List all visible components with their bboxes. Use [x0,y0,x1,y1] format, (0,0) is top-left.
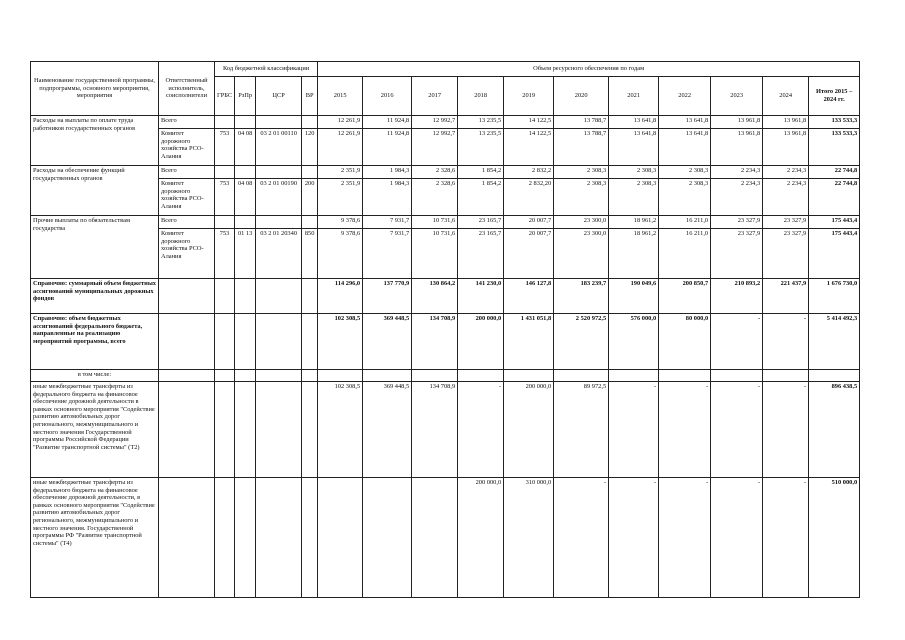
row-total: 175 443,4 [809,229,860,279]
header-year-col: 2017 [412,77,458,116]
empty-cell [256,478,302,598]
header-year-col: 2016 [363,77,412,116]
empty-cell [302,382,318,478]
row-code: 03 2 01 20340 [256,229,302,279]
table-row [31,166,860,179]
row-code [302,216,318,229]
empty-cell [215,279,235,314]
detail-year-value: - [458,382,504,478]
detail-year-value: 102 308,5 [318,382,363,478]
row-year-value: 11 924,8 [363,129,412,166]
detail-total: 896 438,5 [809,382,860,478]
row-code: 04 08 [235,129,256,166]
row-year-value: 23 165,7 [458,229,504,279]
row-year-value: 13 641,8 [659,116,711,129]
row-year-value: 2 832,2 [504,166,554,179]
empty-cell [235,370,256,382]
row-year-value: 2 308,3 [554,166,609,179]
row-year-value: 23 327,9 [711,229,763,279]
row-year-value: 9 378,6 [318,229,363,279]
detail-year-value [363,478,412,598]
empty-cell [256,370,302,382]
header-code-col: ЦСР [256,77,302,116]
row-year-value: 12 261,9 [318,116,363,129]
row-total: 22 744,8 [809,166,860,179]
empty-cell [256,314,302,370]
row-year-value: 13 788,7 [554,116,609,129]
header-code-col: РзПр [235,77,256,116]
empty-cell [256,382,302,478]
row-total: 175 443,4 [809,216,860,229]
header-year-col: 2022 [659,77,711,116]
row-code [215,216,235,229]
empty-cell [159,279,215,314]
row-year-value: 2 234,3 [711,166,763,179]
row-code [302,166,318,179]
row-code: 753 [215,229,235,279]
summary-year-value: 141 230,0 [458,279,504,314]
row-year-value: 1 984,3 [363,166,412,179]
row-code: 01 13 [235,229,256,279]
row-code [256,116,302,129]
row-responsible: Комитет дорожного хозяйства РСО-Алания [159,179,215,216]
empty-cell [235,382,256,478]
row-code [215,116,235,129]
header-year-col: 2024 [763,77,809,116]
empty-cell [159,478,215,598]
row-code [215,166,235,179]
header-year-col: 2023 [711,77,763,116]
row-year-value: 2 308,3 [554,179,609,216]
empty-cell [318,370,363,382]
row-total: 22 744,8 [809,179,860,216]
empty-cell [554,370,609,382]
row-year-value: 1 984,3 [363,179,412,216]
empty-cell [363,370,412,382]
row-name: Прочие выплаты по обязательствам государства [31,216,159,279]
row-responsible: Комитет дорожного хозяйства РСО-Алания [159,129,215,166]
resource-table [30,61,860,598]
row-year-value: 13 788,7 [554,129,609,166]
row-year-value: 10 731,6 [412,216,458,229]
row-year-value: 12 261,9 [318,129,363,166]
row-year-value: 16 211,0 [659,229,711,279]
row-responsible: Всего [159,116,215,129]
header-total-col: Итого 2015 – 2024 гг. [809,77,860,116]
row-year-value: 23 327,9 [763,229,809,279]
header-year-col: 2015 [318,77,363,116]
row-year-value: 9 378,6 [318,216,363,229]
detail-year-value: 369 448,5 [363,382,412,478]
row-year-value: 20 007,7 [504,229,554,279]
row-code: 04 08 [235,179,256,216]
empty-cell [215,382,235,478]
summary-year-value: 130 864,2 [412,279,458,314]
summary-year-value: 80 000,0 [659,314,711,370]
row-year-value: 12 992,7 [412,116,458,129]
empty-cell [609,370,659,382]
row-year-value: 2 308,3 [659,179,711,216]
row-year-value: 2 832,20 [504,179,554,216]
row-year-value: 7 931,7 [363,229,412,279]
row-code [302,116,318,129]
empty-cell [302,279,318,314]
row-year-value: 23 165,7 [458,216,504,229]
detail-year-value: - [554,478,609,598]
header-year-col: 2020 [554,77,609,116]
summary-name: Справочно: суммарный объем бюджетных ассигнований муниципальных дорожных фондов [31,279,159,314]
detail-year-value: 200 000,0 [504,382,554,478]
row-year-value: 14 122,5 [504,116,554,129]
header-code-col: ВР [302,77,318,116]
summary-year-value: - [711,314,763,370]
summary-year-value: 146 127,8 [504,279,554,314]
detail-year-value: - [763,382,809,478]
row-code: 120 [302,129,318,166]
detail-year-value: - [659,382,711,478]
header-resource-group: Объем ресурсного обеспечения по годам [318,62,860,77]
detail-year-value: - [659,478,711,598]
table-row [31,116,860,129]
empty-cell [256,279,302,314]
empty-cell [159,370,215,382]
row-year-value: 20 007,7 [504,216,554,229]
empty-cell [763,370,809,382]
summary-total: 1 676 730,0 [809,279,860,314]
including-row [31,370,860,382]
row-year-value: 23 300,0 [554,229,609,279]
row-year-value: 2 308,3 [609,166,659,179]
detail-year-value: - [609,478,659,598]
row-year-value: 23 300,0 [554,216,609,229]
table-row [31,216,860,229]
empty-cell [215,478,235,598]
header-budget-code-group: Код бюджетной классификации [215,62,318,77]
row-year-value: 7 931,7 [363,216,412,229]
empty-cell [809,370,860,382]
row-year-value: 13 641,8 [609,116,659,129]
row-year-value: 12 992,7 [412,129,458,166]
row-year-value: 2 234,3 [711,179,763,216]
row-year-value: 2 234,3 [763,166,809,179]
header-responsible-col: Ответственный исполнитель, соисполнители [159,62,215,116]
header-code-col: ГРБС [215,77,235,116]
header-name-col: Наименование государственной программы, подпрограммы, основного мероприятия, мероприятия [31,62,159,116]
row-year-value: 2 328,6 [412,179,458,216]
summary-year-value: - [763,314,809,370]
empty-cell [412,370,458,382]
row-year-value: 14 122,5 [504,129,554,166]
row-year-value: 2 308,3 [659,166,711,179]
row-year-value: 2 234,3 [763,179,809,216]
detail-year-value: - [711,382,763,478]
empty-cell [215,370,235,382]
including-label: в том числе: [31,370,159,382]
empty-cell [458,370,504,382]
detail-year-value: - [711,478,763,598]
row-name: Расходы на выплаты по оплате труда работников государственных органов [31,116,159,166]
row-code: 03 2 01 00110 [256,129,302,166]
summary-year-value: 137 770,9 [363,279,412,314]
row-code: 850 [302,229,318,279]
row-year-value: 23 327,9 [711,216,763,229]
detail-year-value: 200 000,0 [458,478,504,598]
row-total: 133 533,3 [809,129,860,166]
row-year-value: 16 211,0 [659,216,711,229]
summary-name: Справочно: объем бюджетных ассигнований федерального бюджета, направленные на реализацию мероприятий программы, всего [31,314,159,370]
summary-row [31,314,860,370]
row-year-value: 11 924,8 [363,116,412,129]
row-code: 200 [302,179,318,216]
row-year-value: 13 961,8 [763,129,809,166]
row-code: 03 2 01 00190 [256,179,302,216]
empty-cell [159,314,215,370]
row-code: 753 [215,179,235,216]
row-year-value: 13 961,8 [763,116,809,129]
header-year-col: 2019 [504,77,554,116]
empty-cell [504,370,554,382]
row-responsible: Всего [159,166,215,179]
empty-cell [235,314,256,370]
row-year-value: 13 961,8 [711,116,763,129]
row-code [256,216,302,229]
detail-total: 510 000,0 [809,478,860,598]
empty-cell [302,314,318,370]
detail-year-value: 89 972,5 [554,382,609,478]
header-year-col: 2018 [458,77,504,116]
summary-year-value: 183 239,7 [554,279,609,314]
empty-cell [159,382,215,478]
summary-year-value: 210 893,2 [711,279,763,314]
summary-total: 5 414 492,3 [809,314,860,370]
row-code [235,216,256,229]
summary-year-value: 221 437,9 [763,279,809,314]
detail-year-value: - [609,382,659,478]
row-year-value: 13 235,5 [458,129,504,166]
summary-year-value: 102 308,5 [318,314,363,370]
empty-cell [659,370,711,382]
summary-year-value: 200 850,7 [659,279,711,314]
detail-year-value: - [763,478,809,598]
row-year-value: 10 731,6 [412,229,458,279]
row-year-value: 1 854,2 [458,166,504,179]
detail-year-value: 310 000,0 [504,478,554,598]
row-responsible: Комитет дорожного хозяйства РСО-Алания [159,229,215,279]
row-code [256,166,302,179]
row-year-value: 18 961,2 [609,229,659,279]
detail-year-value [318,478,363,598]
detail-name: иные межбюджетные трансферты из федерального бюджета на финансовое обеспечение дорожной деятельности в рамках основного мероприятия "Содействие развитию автомобильных дорог регионального, межмуниципального и местного значения Государственной программы Российской Федерации "Развитие транспортной системы" (Т2) [31,382,159,478]
empty-cell [302,478,318,598]
summary-row [31,279,860,314]
summary-year-value: 576 000,0 [609,314,659,370]
summary-year-value: 200 000,0 [458,314,504,370]
row-year-value: 2 351,9 [318,179,363,216]
row-year-value: 23 327,9 [763,216,809,229]
row-year-value: 1 854,2 [458,179,504,216]
summary-year-value: 1 431 051,8 [504,314,554,370]
row-code [235,166,256,179]
row-name: Расходы на обеспечение функций государственных органов [31,166,159,216]
detail-year-value [412,478,458,598]
row-year-value: 13 961,8 [711,129,763,166]
empty-cell [235,478,256,598]
detail-year-value: 134 708,9 [412,382,458,478]
summary-year-value: 190 049,6 [609,279,659,314]
row-responsible: Всего [159,216,215,229]
row-year-value: 13 641,8 [659,129,711,166]
detail-row [31,382,860,478]
summary-year-value: 114 296,0 [318,279,363,314]
row-code: 753 [215,129,235,166]
row-year-value: 13 235,5 [458,116,504,129]
row-year-value: 13 641,8 [609,129,659,166]
row-year-value: 2 328,6 [412,166,458,179]
empty-cell [302,370,318,382]
detail-row [31,478,860,598]
summary-year-value: 2 520 972,5 [554,314,609,370]
row-year-value: 2 308,3 [609,179,659,216]
detail-name: иные межбюджетные трансферты из федерального бюджета на финансовое обеспечение дорожной деятельности, в рамках основного мероприятия "Содействие развитию автомобильных дорог регионального, межмуниципального и местного значения. Государственной программы РФ "Развитие транспортной системы" (Т4) [31,478,159,598]
row-year-value: 18 961,2 [609,216,659,229]
header-year-col: 2021 [609,77,659,116]
row-total: 133 533,3 [809,116,860,129]
empty-cell [711,370,763,382]
summary-year-value: 134 708,9 [412,314,458,370]
empty-cell [235,279,256,314]
row-year-value: 2 351,9 [318,166,363,179]
row-code [235,116,256,129]
empty-cell [215,314,235,370]
summary-year-value: 369 448,5 [363,314,412,370]
